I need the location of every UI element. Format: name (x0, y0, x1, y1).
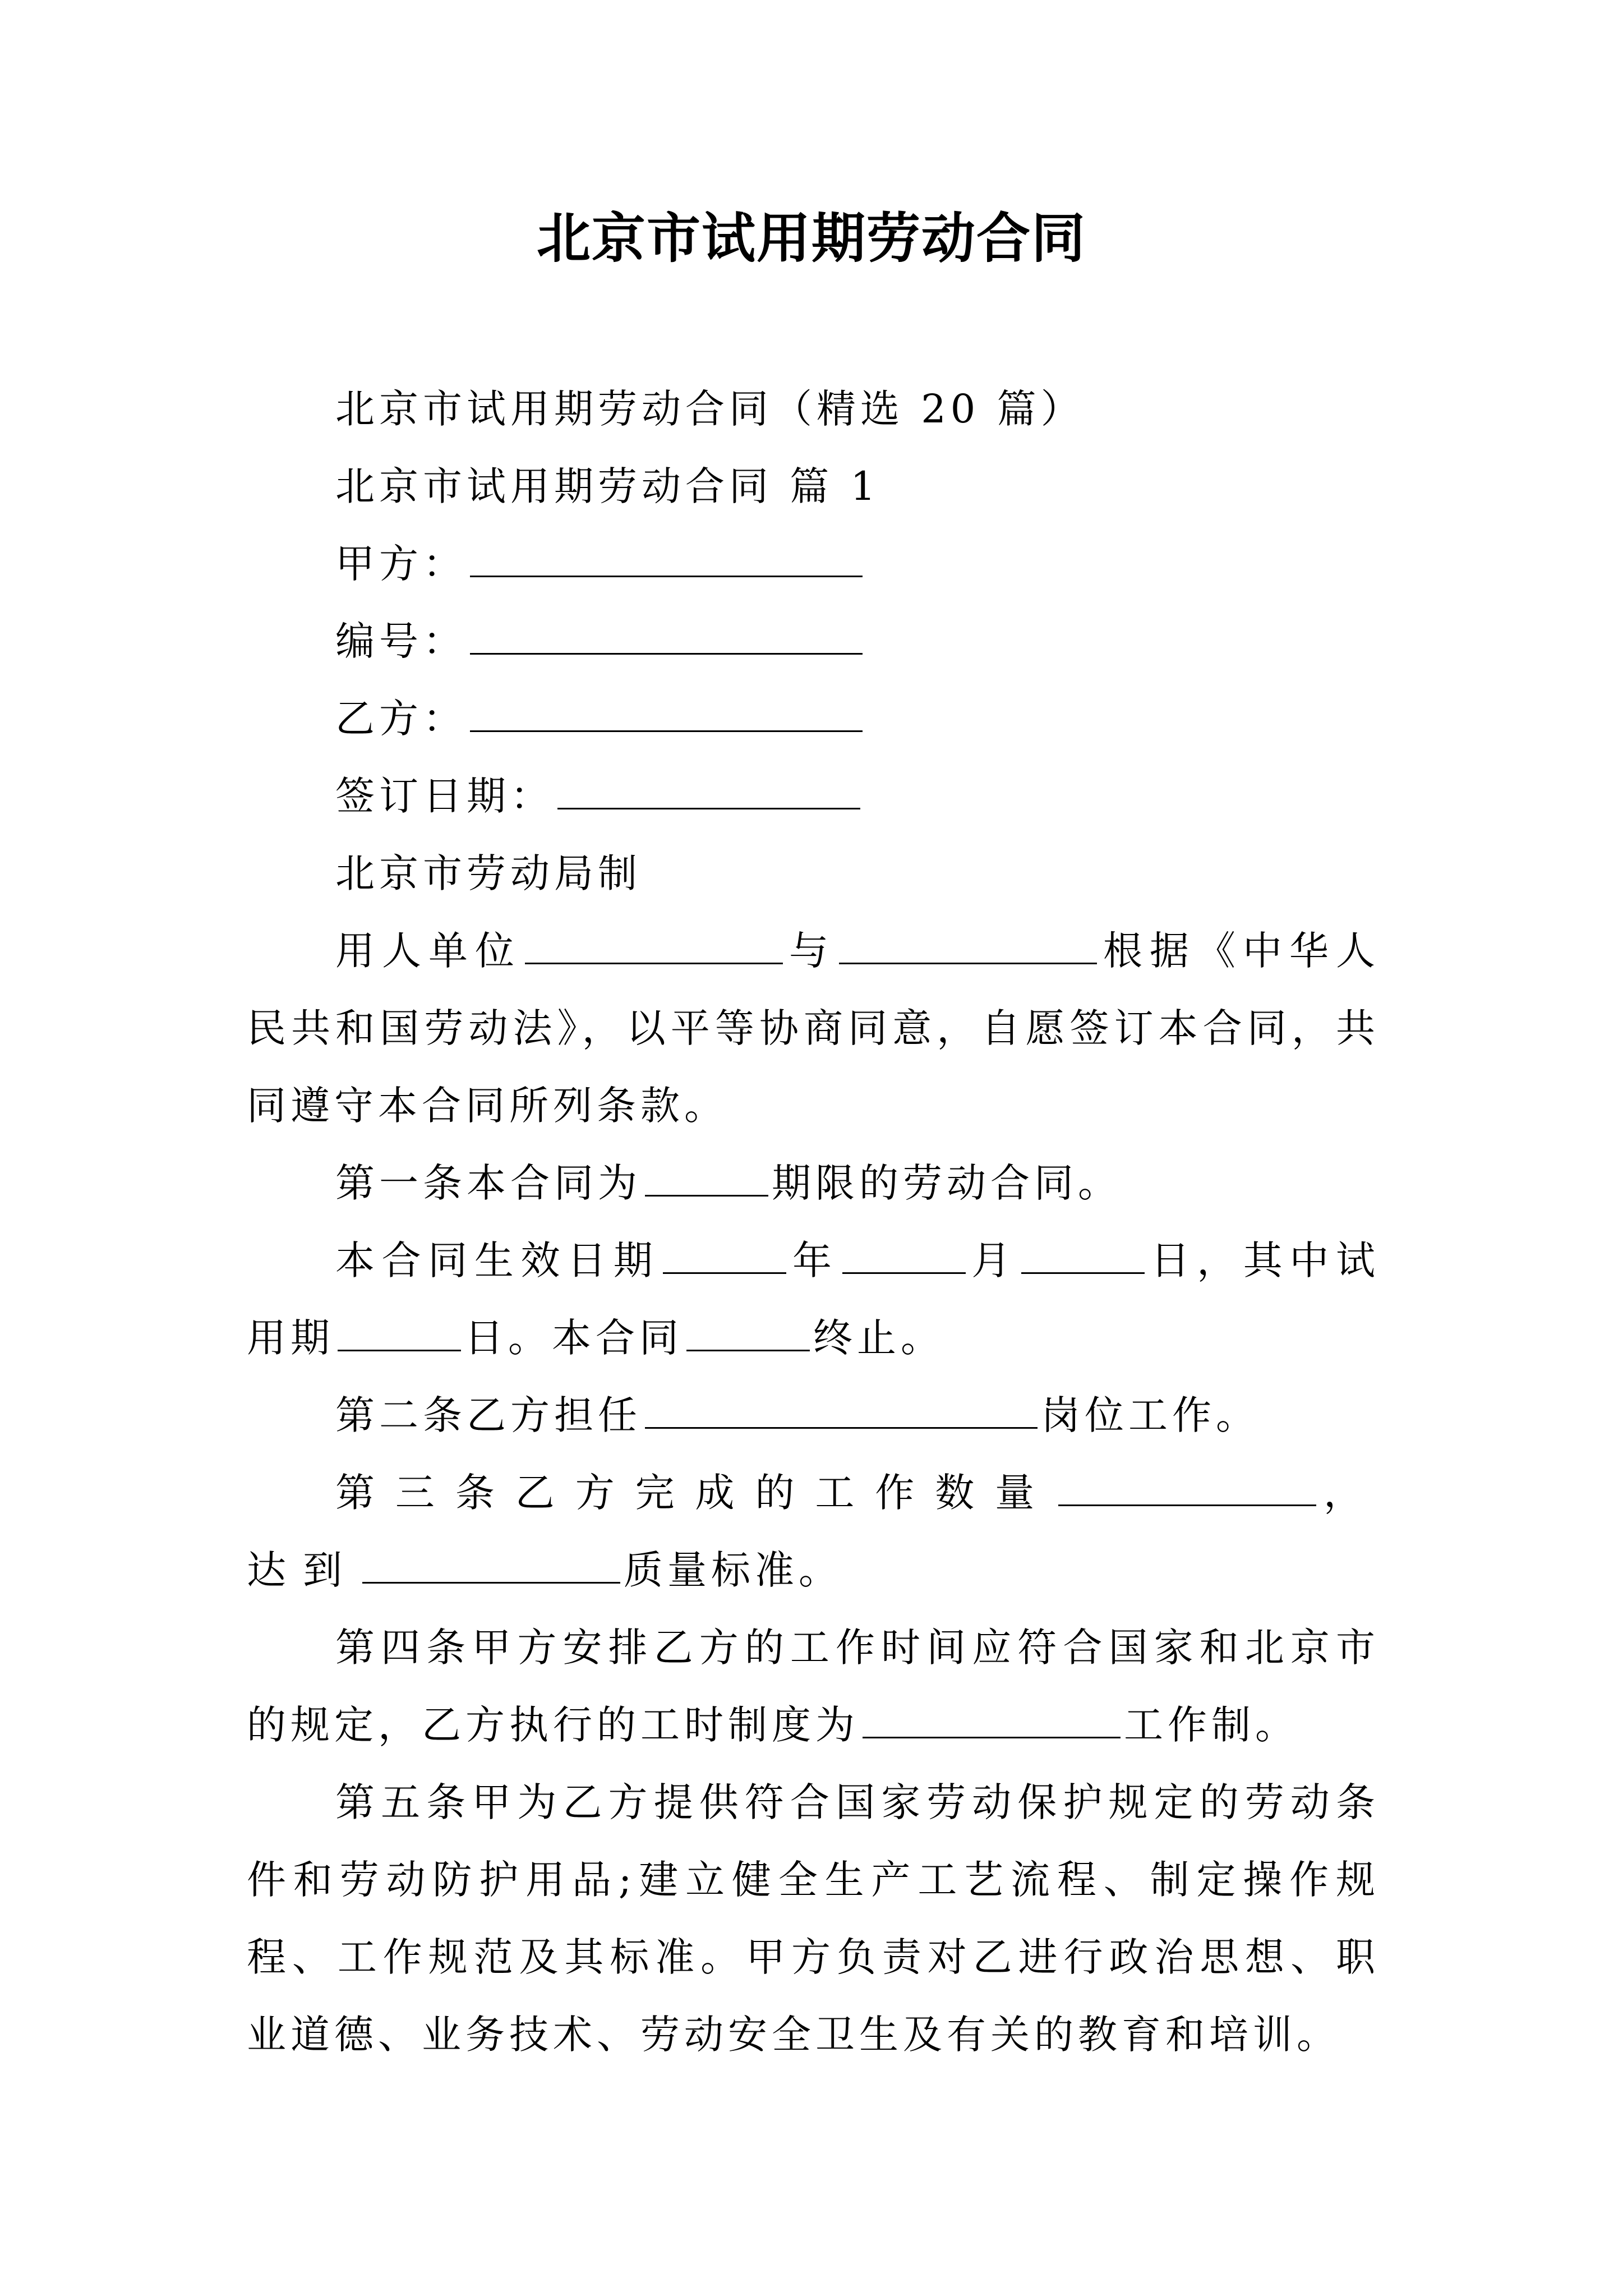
sign-date-blank (557, 774, 860, 809)
issuer-line: 北京市劳动局制 (335, 850, 642, 896)
party-a-blank (470, 542, 863, 577)
trial-label: 日。本合同 (464, 1315, 683, 1361)
employee-blank (839, 929, 1097, 964)
effective-text: 本合同生效日期 (335, 1237, 660, 1283)
intro-text-a: 用人单位 (335, 928, 522, 974)
article-2-text-a: 第二条乙方担任 (335, 1392, 642, 1438)
term-blank (645, 1161, 768, 1197)
serial-line (247, 602, 1380, 680)
intro-text-c: 根据《中华人民共和国劳动法》，以平等协商同意，自愿签订本合同，共同遵守本合同所列条款。 (247, 928, 1380, 1129)
article-4-text-b: 工作制。 (1124, 1702, 1299, 1748)
year-blank (663, 1239, 786, 1274)
subtitle-line: 北京市试用期劳动合同（精选 20 篇） (335, 386, 1085, 432)
sign-date-line (247, 757, 1380, 835)
intro-text-b: 与 (786, 928, 836, 974)
article-3-text-c: 质量标准。 (624, 1547, 842, 1593)
month-blank (842, 1239, 966, 1274)
serial-blank (470, 619, 863, 655)
article-2-text-b: 岗位工作。 (1041, 1392, 1260, 1438)
quality-blank (362, 1548, 620, 1584)
article-4 (247, 1609, 1380, 1764)
end-blank (686, 1316, 810, 1351)
trial-blank (338, 1316, 461, 1351)
article-3 (247, 1454, 1380, 1609)
day-label: 日，其中试用期 (247, 1237, 1380, 1361)
position-blank (645, 1393, 1038, 1429)
sign-date-label: 签订日期： (335, 773, 554, 819)
year-label: 年 (790, 1237, 839, 1283)
article-3-text-b: ，达到 (247, 1470, 1380, 1593)
effective-date-paragraph (247, 1222, 1380, 1377)
article-3-text-a: 第三条乙方完成的工作数量 (335, 1470, 1055, 1516)
quantity-blank (1058, 1471, 1316, 1506)
day-blank (1021, 1239, 1145, 1274)
article-2 (247, 1377, 1380, 1454)
article-1-text-a: 第一条本合同为 (335, 1160, 642, 1206)
part-heading: 北京市试用期劳动合同 篇 1 (335, 463, 880, 509)
document-title: 北京市试用期劳动合同 (537, 206, 1086, 270)
article-1 (247, 1144, 1380, 1222)
intro-paragraph (247, 912, 1380, 1144)
party-b-label: 乙方： (335, 696, 467, 742)
employer-blank (525, 929, 783, 964)
end-label: 终止。 (813, 1315, 944, 1361)
party-a-label: 甲方： (335, 541, 467, 587)
document-body (247, 370, 1380, 2073)
article-4-text-a: 第四条甲方安排乙方的工作时间应符合国家和北京市的规定，乙方执行的工时制度为 (247, 1625, 1380, 1748)
article-5: 第五条甲为乙方提供符合国家劳动保护规定的劳动条件和劳动防护用品;建立健全生产工艺流程、制定操作规程、工作规范及其标准。甲方负责对乙进行政治思想、职业道德、业务技术、劳动安全卫生及有关的教育和培训。 (247, 1779, 1380, 2058)
party-b-blank (470, 697, 863, 732)
party-b-line (247, 680, 1380, 757)
month-label: 月 (969, 1237, 1018, 1283)
party-a-line (247, 525, 1380, 602)
serial-label: 编号： (335, 618, 467, 664)
work-system-blank (863, 1703, 1121, 1738)
article-1-text-b: 期限的劳动合同。 (772, 1160, 1122, 1206)
